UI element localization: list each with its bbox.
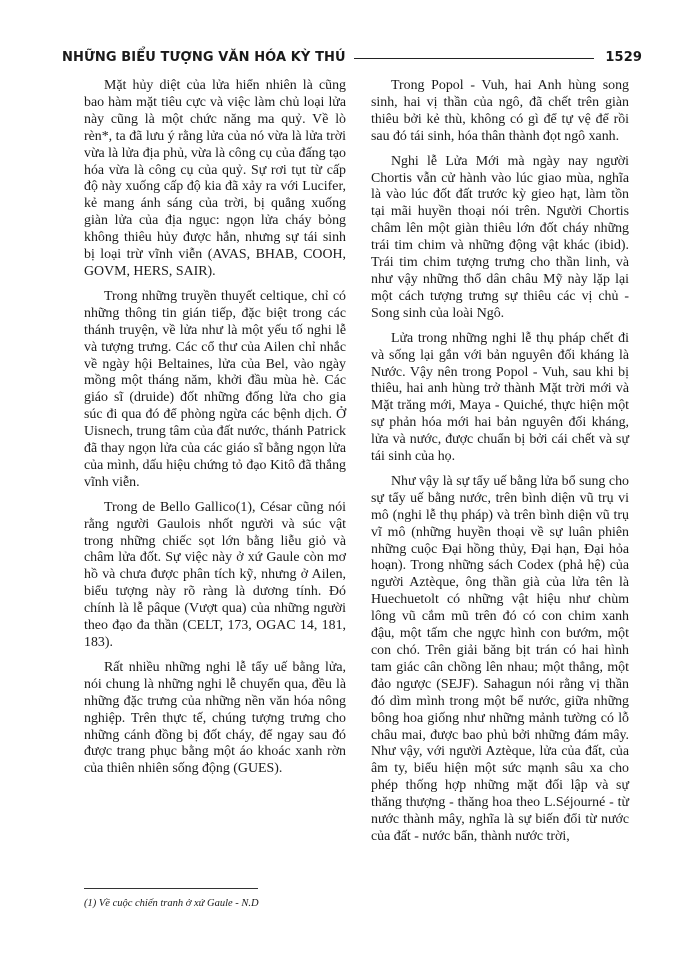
paragraph: Rất nhiều những nghi lễ tẩy uế bằng lửa, nói chung là những nghi lễ chuyển qua, đều là những đặc trưng của những nền văn hóa nông nghiệp. Trên thực tế, chúng tượng trưng cho những cánh đồng bị đốt cháy, để ngay sau đó được trang phục bằng một áo khoác xanh rờn của thiên nhiên sống động (GUES). xyxy=(84,659,346,777)
paragraph: Trong Popol - Vuh, hai Anh hùng song sinh, hai vị thần của ngô, đã chết trên giàn thiêu bởi kẻ thù, không có gì để tự vệ để rồi sau đó tái sinh, hóa thân thành đọt ngô xanh. xyxy=(371,78,629,144)
paragraph: Như vậy là sự tẩy uế bằng lửa bổ sung cho sự tẩy uế bằng nước, trên bình diện vũ trụ vi mô (nghi lễ thụ pháp) và trên bình diện vũ trụ vĩ mô (những huyền thoại về sự luân phiên những cuộc Đại hồng thủy, Đại hạn, Đại hỏa hoạn). Trong những sách Codex (phả hệ) của người Aztèque, ông thần già của lửa tên là Huechuetolt có những vật hiệu như chùm lông vũ cắm mũ trên đó có con chim xanh đậu, một tấm che ngực hình con bướm, một con chó. Trên giải băng bịt trán có hai hình tam giác cân chồng lên nhau; một thẳng, một đảo ngược (SEJF). Sahagun nói rằng vị thần đó dìm mình trong một bể nước, giữa những bông hoa giống như những mảnh tường có lỗ châu mai, được bao phủ bởi những đám mây. Như vậy, với người Aztèque, lửa của đất, của âm ty, biểu hiện một sức mạnh sâu xa cho phép thống hợp những mặt đối lập và sự thăng thượng - thăng hoa theo L.Séjourné - từ nước thành mây, nghĩa là sự biến đổi từ nước của đất - nước bẩn, thành nước trời, xyxy=(371,473,629,844)
paragraph: Mặt hủy diệt của lửa hiển nhiên là cũng bao hàm mặt tiêu cực và việc làm chủ loại lửa này cũng là một chức năng ma quỷ. Về lò rèn*, ta đã lưu ý rằng lửa của nó vừa là lửa trời vừa là lửa địa phủ, vừa là công cụ của đấng tạo hóa vừa là công cụ của quỷ. Sự rơi tụt từ cấp độ này xuống cấp độ kia đã xảy ra với Lucifer, kẻ mang ánh sáng của trời, bị quẳng xuống giàn lửa của địa ngục: ngọn lửa cháy bỏng không thiêu hủy được hắn, nhưng sự tái sinh bị loại trừ vĩnh viễn (AVAS, BHAB, COOH, GOVM, HERS, SAIR). xyxy=(84,78,346,279)
paragraph: Nghi lễ Lửa Mới mà ngày nay người Chortis vẫn cử hành vào lúc giao mùa, nghĩa là vào lúc đốt đất trước kỳ gieo hạt, làm tồn tại mãi huyền thoại nói trên. Người Chortis châm lên một giàn thiêu lớn đốt cháy những trái tim chim và những động vật khác (ibid). Trái tim chim tượng trưng cho thần linh, và như vậy những thổ dân châu Mỹ này lặp lại một cách tượng trưng sự thiêu các vị chủ - Song sinh của loài Ngô. xyxy=(371,153,629,321)
paragraph: Lửa trong những nghi lễ thụ pháp chết đi và sống lại gắn với bản nguyên đối kháng là Nước. Vậy nên trong Popol - Vuh, sau khi bị thiêu, hai anh hùng trở thành Mặt trời mới và Mặt trăng mới, Maya - Quiché, thực hiện một sự phản hóa mới hai bản nguyên đối kháng, lửa và nước, được chuẩn bị bởi cái chết và sự tái sinh của họ. xyxy=(371,330,629,465)
footnote-rule xyxy=(84,888,258,889)
left-column xyxy=(84,78,346,778)
paragraph: Trong những truyền thuyết celtique, chỉ có những thông tin gián tiếp, đặc biệt trong các thánh truyện, về lửa như là một yếu tố nghi lễ và tượng trưng. Các cổ thư của Ailen chỉ nhắc về ngày hội Beltaines, lửa của Bel, vào ngày mồng một tháng năm, khởi đầu mùa hè. Các giáo sĩ (druide) đốt những đống lửa cho gia súc đi qua đó để phòng ngừa các bệnh dịch. Ở Uisnech, trung tâm của đất nước, thánh Patrick đã thay ngọn lửa của các giáo sĩ bằng ngọn lửa của mình, dấu hiệu chứng tỏ đạo Kitô đã thắng vĩnh viễn. xyxy=(84,288,346,490)
footnote: (1) Về cuộc chiến tranh ở xứ Gaule - N.D xyxy=(84,898,259,909)
running-title: NHỮNG BIỂU TƯỢNG VĂN HÓA KỲ THÚ xyxy=(62,50,346,65)
paragraph: Trong de Bello Gallico(1), César cũng nói rằng người Gaulois nhốt người và súc vật trong những chiếc sọt lớn bằng liễu giỏ và châm lửa đốt. Sự việc này ở xứ Gaule còn mơ hồ và chưa được phân tích kỹ, nhưng ở Ailen, biểu tượng này rõ ràng là dương tính. Đó chính là lễ pâque (Vượt qua) của những người theo đạo đa thần (CELT, 173, OGAC 14, 181, 183). xyxy=(84,499,346,650)
header-rule xyxy=(354,58,594,59)
page-number: 1529 xyxy=(605,50,642,65)
running-header xyxy=(62,50,642,72)
right-column xyxy=(371,78,629,846)
